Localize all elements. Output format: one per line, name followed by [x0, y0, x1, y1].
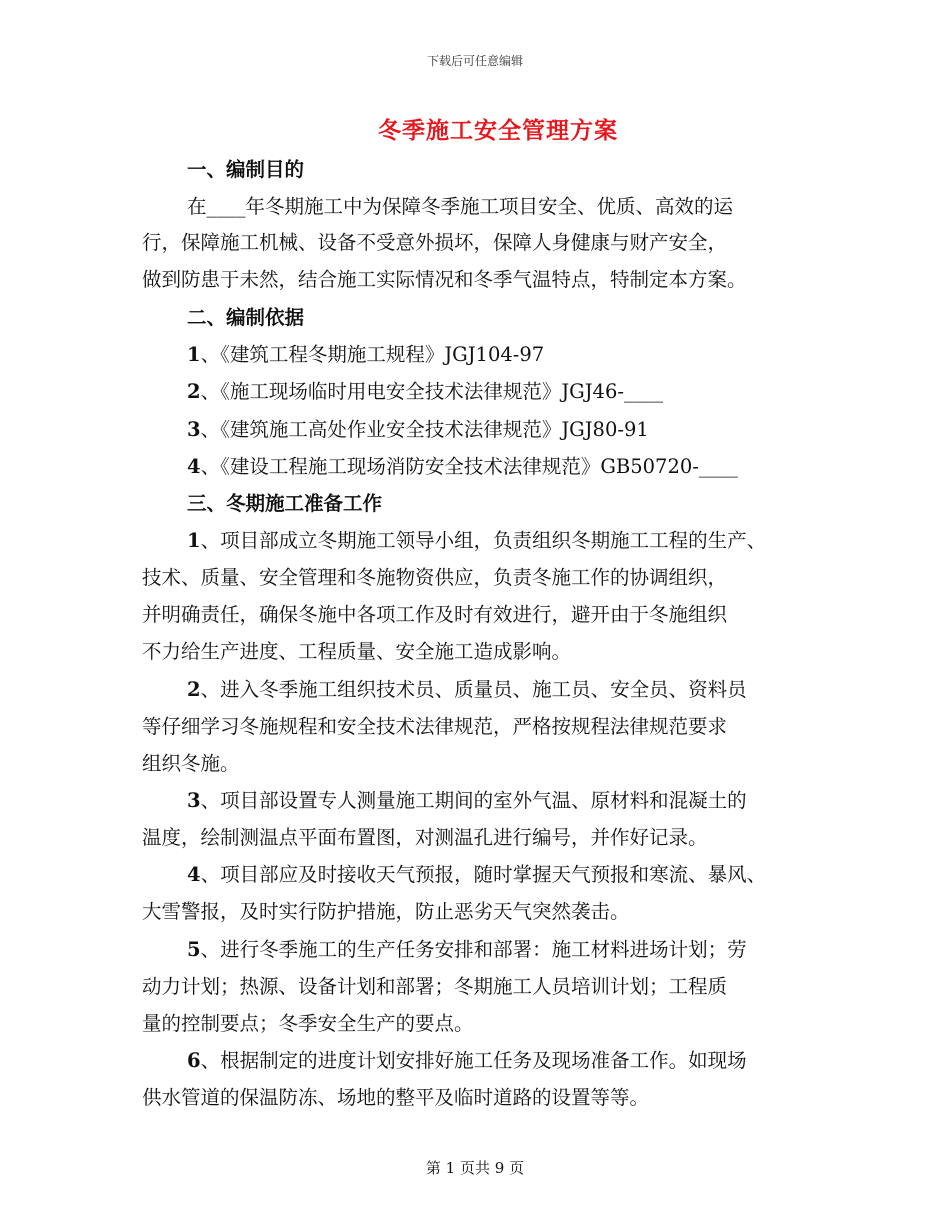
paragraph-first-line: [187, 531, 766, 551]
item-number: 5: [187, 938, 201, 961]
item-number: 1: [187, 529, 201, 552]
paragraph-line: 量的控制要点；冬季安全生产的要点。: [142, 1012, 474, 1035]
item-text: 、项目部应及时接收天气预报，随时掌握天气预报和寒流、暴风、: [200, 863, 767, 886]
paragraph-first-line: [187, 791, 747, 811]
paragraph-line: 等仔细学习冬施规程和安全技术法律规范，严格按规程法律规范要求: [142, 715, 728, 738]
section-heading-purpose: 一、编制目的: [187, 158, 305, 181]
paragraph-line: 组织冬施。: [142, 752, 240, 775]
paragraph-line: 动力计划；热源、设备计划和部署；冬期施工人员培训计划；工程质: [142, 975, 728, 998]
reference-item: [187, 457, 738, 477]
reference-item: [187, 382, 663, 402]
item-text: 、《建筑施工高处作业安全技术法律规范》JGJ80-91: [200, 418, 649, 441]
item-number: 2: [187, 380, 201, 403]
document-title: 冬季施工安全管理方案: [378, 117, 618, 144]
paragraph-line: 行，保障施工机械、设备不受意外损坏，保障人身健康与财产安全，: [142, 231, 728, 254]
item-text: 、根据制定的进度计划安排好施工任务及现场准备工作。如现场: [200, 1049, 747, 1072]
paragraph-line: 并明确责任，确保冬施中各项工作及时有效进行，避开由于冬施组织: [142, 603, 728, 626]
item-number: 4: [187, 863, 201, 886]
paragraph-first-line: [187, 680, 747, 700]
item-number: 4: [187, 455, 201, 478]
paragraph-line: 温度，绘制测温点平面布置图，对测温孔进行编号，并作好记录。: [142, 826, 708, 849]
item-number: 6: [187, 1049, 201, 1072]
item-number: 1: [187, 343, 201, 366]
paragraph-line: 做到防患于未然，结合施工实际情况和冬季气温特点，特制定本方案。: [142, 268, 747, 291]
paragraph-line: 供水管道的保温防冻、场地的整平及临时道路的设置等等。: [142, 1086, 650, 1109]
item-text: 、《建设工程施工现场消防安全技术法律规范》GB50720-____: [200, 455, 738, 478]
paragraph-line: 大雪警报，及时实行防护措施，防止恶劣天气突然袭击。: [142, 900, 630, 923]
section-heading-basis: 二、编制依据: [187, 306, 305, 329]
reference-item: [187, 345, 544, 365]
item-text: 、进入冬季施工组织技术员、质量员、施工员、安全员、资料员: [200, 678, 747, 701]
item-text: 、《施工现场临时用电安全技术法律规范》JGJ46-____: [200, 380, 663, 403]
item-text: 、《建筑工程冬期施工规程》JGJ104-97: [200, 343, 545, 366]
item-text: 、项目部设置专人测量施工期间的室外气温、原材料和混凝土的: [200, 789, 747, 812]
paragraph-first-line: [187, 940, 747, 960]
reference-item: [187, 420, 649, 440]
paragraph-line: 不力给生产进度、工程质量、安全施工造成影响。: [142, 640, 572, 663]
paragraph-first-line: [187, 865, 766, 885]
paragraph-line: 技术、质量、安全管理和冬施物资供应，负责冬施工作的协调组织，: [142, 566, 728, 589]
page-footer-number: 第 1 页共 9 页: [425, 1159, 525, 1177]
paragraph-first-line: [187, 1051, 747, 1071]
paragraph-line: 在____年冬期施工中为保障冬季施工项目安全、优质、高效的运: [187, 195, 734, 218]
section-heading-preparation: 三、冬期施工准备工作: [187, 492, 383, 515]
item-text: 、项目部成立冬期施工领导小组，负责组织冬期施工工程的生产、: [200, 529, 767, 552]
item-number: 3: [187, 789, 201, 812]
item-number: 2: [187, 678, 201, 701]
page-header-note: 下载后可任意编辑: [426, 54, 523, 68]
item-text: 、进行冬季施工的生产任务安排和部署：施工材料进场计划；劳: [200, 938, 747, 961]
item-number: 3: [187, 418, 201, 441]
